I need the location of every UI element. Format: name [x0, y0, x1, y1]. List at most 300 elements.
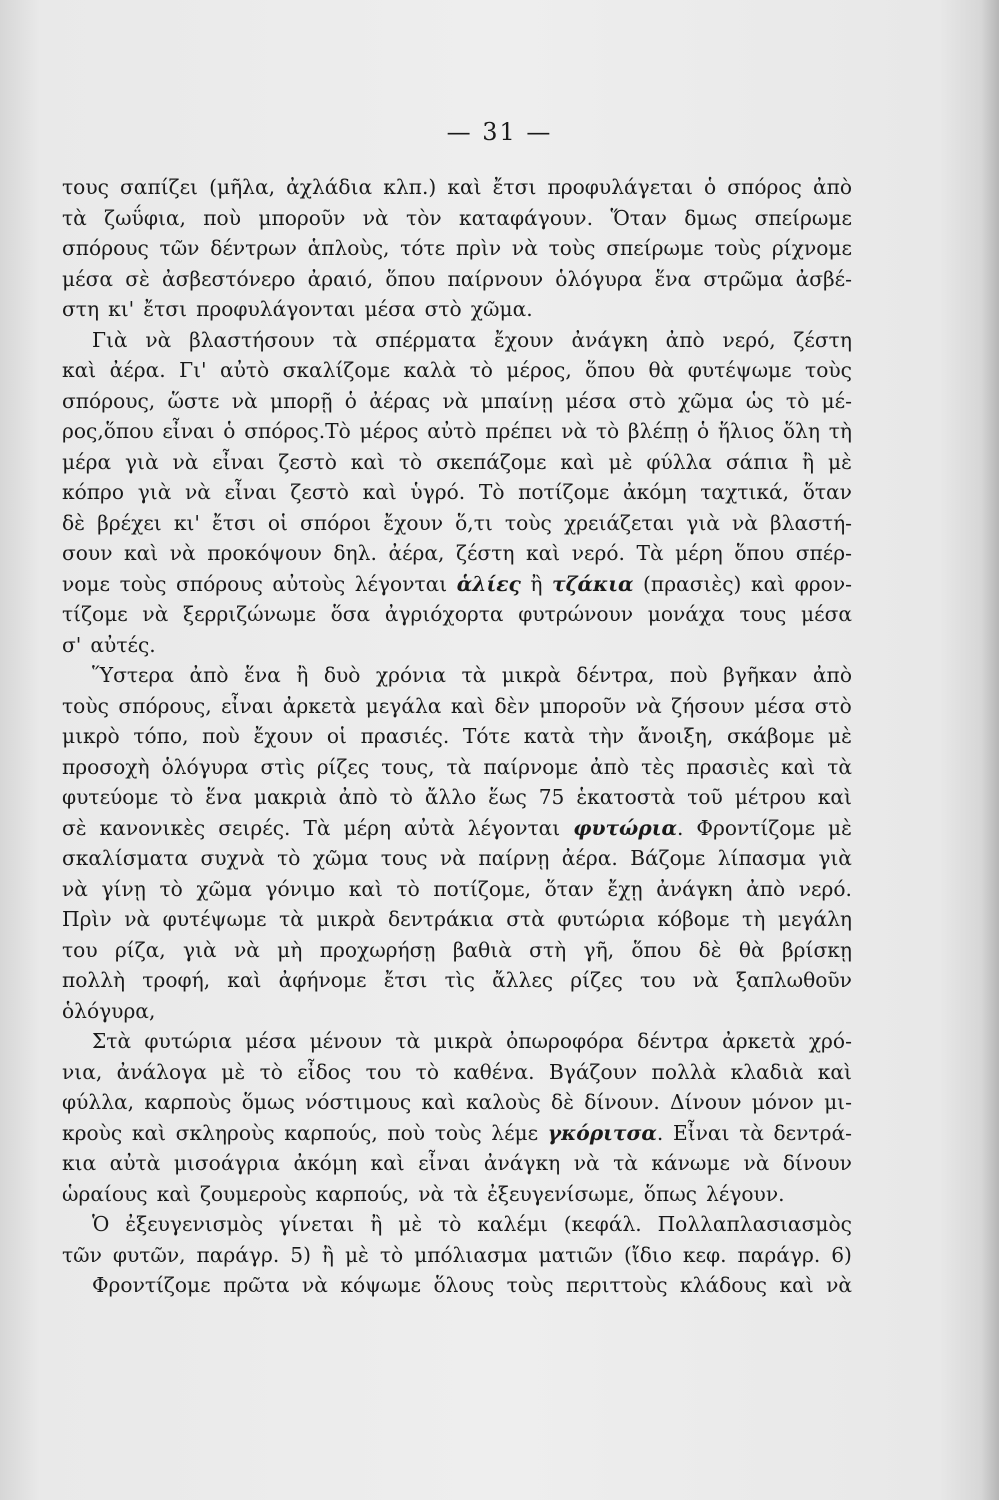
word: ποτίζομε, — [433, 876, 531, 901]
word: συχνὰ — [200, 846, 265, 870]
word: τὴ — [742, 907, 766, 931]
word: μένουν — [309, 1029, 383, 1053]
word: κλπ.) — [383, 175, 437, 199]
word: λέμε — [491, 1120, 539, 1145]
text-line — [62, 1270, 852, 1301]
word: γιὰ — [137, 480, 172, 504]
text-line — [62, 630, 852, 661]
word: ὡραίους — [62, 1181, 148, 1206]
word: ἢ — [296, 663, 309, 687]
word: φυτεύομε — [62, 785, 159, 809]
word: ὀπωροφόρα — [506, 1029, 624, 1053]
word: γῆ, — [583, 937, 615, 962]
word: τὰ — [446, 754, 472, 779]
word: νομε — [62, 571, 111, 596]
word: τὰ — [332, 327, 358, 352]
word: ἄλλες — [492, 968, 554, 992]
word: μισοάγρια — [173, 1151, 280, 1175]
word: ἀνάγκη — [483, 1151, 561, 1175]
text-line — [62, 203, 852, 234]
word: αὐτὰ — [404, 815, 455, 840]
word: ὁλόγυρα, — [62, 998, 156, 1023]
word: ἀσβεστόνερο — [162, 266, 296, 291]
word: πρέπει — [485, 419, 553, 443]
word: ἄνοιξη, — [637, 724, 714, 748]
word: ἔχουν — [493, 327, 554, 352]
word: ὁ — [704, 175, 717, 199]
word: νόστιμους — [305, 1090, 412, 1114]
word: Τὰ — [303, 815, 331, 840]
word: ὅπου — [631, 937, 682, 962]
word: καὶ — [370, 1151, 405, 1175]
word: ρίχνομε — [771, 236, 852, 260]
word: ὅ,τι — [455, 510, 493, 535]
word: ὥστε — [167, 388, 220, 413]
word: ἀκόμη — [293, 1151, 358, 1175]
word: ὅπου — [585, 358, 636, 382]
word: δηλ. — [333, 541, 377, 565]
word: εἶναι — [418, 1151, 471, 1175]
word: καὶ — [362, 480, 397, 504]
word: δέντρα, — [576, 663, 655, 687]
text-line — [62, 782, 852, 813]
word: ὅλους — [433, 1273, 495, 1297]
word: ὅπως — [643, 1181, 697, 1206]
word: ἄλλο — [424, 785, 477, 809]
text-line — [62, 294, 852, 325]
word: νὰ — [142, 602, 169, 626]
word: νὰ — [233, 937, 260, 962]
word: εἶδος — [297, 1059, 352, 1084]
word: εἶναι — [221, 693, 274, 718]
word: αὐτοὺς — [272, 571, 346, 596]
word: καὶ — [560, 449, 595, 474]
word: ἀφήνομε — [278, 968, 367, 992]
word: γιὰ — [686, 510, 720, 535]
word: Τὸ — [478, 480, 505, 504]
word: τὰ — [62, 205, 87, 230]
word: νὰ — [185, 480, 211, 504]
word: τοῦ — [687, 785, 723, 809]
text-line — [62, 1118, 852, 1149]
word: ζωΰφια, — [104, 205, 186, 230]
word: ἢ — [801, 449, 815, 474]
word: τους — [739, 602, 787, 626]
word: ὅταν — [802, 480, 852, 504]
word: μικρὰ — [316, 907, 376, 931]
word: νὰ — [418, 1181, 445, 1206]
word: χῶμα — [196, 876, 252, 901]
word: ὁλόγυρα — [555, 266, 643, 291]
word: τὸ — [169, 785, 194, 809]
word: Γιὰ — [92, 327, 128, 352]
word: τὰ — [453, 1181, 478, 1206]
word: νὰ — [732, 510, 758, 535]
word: πολλὴ — [62, 968, 126, 992]
word: πολλὰ — [651, 1059, 717, 1084]
text-line — [62, 1026, 852, 1057]
word: ἕνα — [205, 785, 242, 809]
word: καὶ — [526, 541, 561, 565]
word: ρος,ὅπου — [62, 419, 154, 443]
word: δὲ — [62, 510, 85, 535]
word: του — [365, 1059, 402, 1084]
word: μέρη — [675, 541, 723, 565]
text-line — [62, 904, 852, 935]
word: εἶναι — [212, 449, 265, 474]
word: καλέμι — [477, 1212, 548, 1236]
word: ὅπου — [734, 541, 785, 565]
word: σ' — [62, 632, 82, 657]
word: Βάζομε — [630, 846, 706, 870]
word: μέσα — [754, 693, 806, 718]
word: σπόρους — [176, 571, 263, 596]
word: τὸ — [389, 785, 413, 809]
text-line — [62, 935, 852, 966]
word: τόπο, — [133, 724, 189, 748]
word: στὸ — [814, 693, 852, 718]
word: ἢ — [321, 1242, 334, 1267]
word: κια — [62, 1151, 97, 1175]
word: τὸ — [277, 846, 301, 870]
word: μὲ — [828, 815, 852, 840]
word: τοὺς — [119, 571, 167, 596]
text-line — [62, 599, 852, 630]
word: τὸ — [259, 1059, 283, 1084]
word: σπόρους, — [118, 693, 212, 718]
word: 6) — [831, 1242, 852, 1267]
text-line — [62, 1087, 852, 1118]
word: ἕνα — [654, 266, 692, 291]
word: ἔτσι — [212, 510, 256, 535]
word: μέσα — [565, 388, 617, 413]
word: ἔχῃ — [607, 876, 643, 901]
word: Ὕστερα — [92, 663, 174, 687]
word: καὶ — [348, 876, 383, 901]
text-line — [62, 264, 852, 295]
word: Δίνουν — [670, 1090, 742, 1114]
word: Βγάζουν — [548, 1059, 638, 1084]
word: σπείρωμε — [754, 205, 852, 230]
text-line — [62, 172, 852, 203]
word: δίνουν — [782, 1151, 852, 1175]
word: δίνουν. — [584, 1090, 660, 1114]
word: μέτρου — [734, 785, 806, 809]
word: γίνεται — [278, 1212, 355, 1236]
word: μέσα — [801, 602, 852, 626]
word: σκαλίζομε — [282, 358, 391, 382]
word: τους, — [381, 754, 435, 779]
word: καὶ — [62, 358, 97, 382]
word: νὰ — [442, 388, 469, 413]
word: τὸ — [469, 358, 493, 382]
word: τίζομε — [62, 602, 128, 626]
word: νὰ — [635, 693, 662, 718]
word: ποὺ — [202, 724, 240, 748]
word: παράγρ. — [737, 1242, 821, 1267]
text-line — [62, 477, 852, 508]
word: βλαστήσουν — [189, 327, 315, 352]
word: παίρνῃ — [478, 846, 550, 870]
word: νὰ — [124, 907, 151, 931]
word: σκληροὺς — [175, 1120, 275, 1145]
word: γιὰ — [818, 846, 852, 870]
word: ζέστη — [793, 327, 852, 352]
text-line — [62, 874, 852, 905]
word: Στὰ — [92, 1029, 132, 1053]
word: κι' — [173, 510, 200, 535]
text-line — [62, 325, 852, 356]
word: φρον- — [794, 571, 852, 596]
word: νὰ — [561, 419, 588, 443]
word: τὰ — [461, 663, 487, 687]
text-line — [62, 1240, 852, 1271]
word: γίνῃ — [101, 876, 146, 901]
word: μεγάλη — [777, 907, 852, 931]
word: καρπούς, — [284, 1120, 378, 1145]
word: μέρα — [62, 449, 112, 474]
word: τοὺς — [506, 1273, 554, 1297]
word: φυτέψωμε — [162, 907, 267, 931]
word: ἕνα — [244, 663, 281, 687]
word: βρέχει — [97, 510, 162, 535]
word: ὁ — [344, 388, 357, 413]
word: αὐτὰ — [109, 1151, 161, 1175]
word: σειρές. — [218, 815, 291, 840]
word: ἀπὸ — [338, 785, 378, 809]
word: προκόψουν — [207, 541, 322, 565]
word: ὑγρό. — [410, 480, 466, 504]
word: μονάχα — [647, 602, 725, 626]
word: πρασιὲς — [686, 754, 770, 779]
word: τὸ — [438, 1212, 462, 1236]
word: νερό. — [798, 876, 852, 901]
word: τὶς — [444, 968, 475, 992]
word: νὰ — [743, 1151, 770, 1175]
word: μόνον — [751, 1090, 814, 1114]
word: νερό. — [571, 541, 625, 565]
word: Τότε — [462, 724, 511, 748]
word: μποροῦν — [539, 693, 627, 718]
word: σπόρος.Τὸ — [244, 419, 351, 443]
text-line — [62, 386, 852, 417]
word: (μῆλα, — [209, 175, 276, 199]
word: ὁ — [696, 419, 710, 443]
word: ταχτικά, — [700, 480, 790, 504]
word: σπόρος — [727, 175, 802, 199]
word: τζάκια — [551, 571, 634, 596]
word: νὰ — [362, 205, 389, 230]
word: δὲν — [494, 693, 530, 718]
word: χῶμα — [312, 846, 369, 870]
text-line — [62, 843, 852, 874]
word: κι' — [108, 297, 135, 321]
word: βγῆκαν — [723, 663, 798, 687]
word: φυτώρια — [144, 1029, 232, 1053]
word: εἶναι — [162, 419, 215, 443]
word: Πρὶν — [62, 907, 112, 931]
word: ζεστὸ — [290, 480, 349, 504]
text-line — [62, 1179, 852, 1210]
word: δμως — [684, 205, 738, 230]
word: χρόνια — [375, 663, 446, 687]
text-line — [62, 1057, 852, 1088]
word: σπόροι — [300, 510, 372, 535]
word: λέγουν. — [706, 1181, 785, 1206]
word: τὴ — [828, 419, 852, 443]
word: τῶν — [62, 1242, 102, 1267]
word: καὶ — [131, 1120, 167, 1145]
word: σπόρους, — [62, 388, 156, 413]
word: σουν — [62, 541, 113, 565]
word: ζέστη — [456, 541, 515, 565]
word: μπορῇ — [269, 388, 333, 413]
word: βαθιὰ — [452, 937, 512, 962]
word: τὸ — [595, 419, 620, 443]
word: σπέρ- — [795, 541, 852, 565]
word: στὰ — [506, 907, 545, 931]
word: ἀκόμη — [622, 480, 687, 504]
word: καρπούς, — [315, 1181, 410, 1206]
word: δὲ — [698, 937, 722, 962]
word: βρίσκῃ — [782, 937, 852, 962]
word: μέσα — [364, 297, 416, 321]
word: νὰ — [62, 876, 88, 901]
word: περιττοὺς — [565, 1273, 668, 1297]
word: στὸ — [628, 388, 666, 413]
word: νὰ — [145, 327, 172, 352]
word: ἔτσι — [492, 175, 537, 199]
word: μπαίνῃ — [480, 388, 553, 413]
word: Πολλαπλασιασμὸς — [657, 1212, 852, 1236]
word: μέ- — [821, 388, 852, 413]
word: ζεστὸ — [278, 449, 337, 474]
word: νερό, — [722, 327, 776, 352]
word: μέσα — [62, 266, 113, 291]
word: τους — [380, 846, 428, 870]
word: πρὶν — [455, 236, 502, 260]
word: Τὰ — [636, 541, 664, 565]
word: ἔχουν — [253, 724, 314, 748]
word: κλάδους — [680, 1273, 767, 1297]
word: ἁπλοὺς, — [307, 236, 390, 260]
word: ἑκατοστὰ — [576, 785, 676, 809]
word: δέντρα — [637, 1029, 709, 1053]
word: λέγονται — [354, 571, 448, 596]
word: μικρὰ — [433, 1029, 493, 1053]
word: καλὰ — [403, 358, 457, 382]
word: τὸ — [785, 388, 810, 413]
word: ὅταν — [544, 876, 594, 901]
word: καταφάγουν. — [458, 205, 593, 230]
word: μὲ — [828, 724, 852, 748]
word: δεντράκια — [388, 907, 494, 931]
word: παράγρ. — [196, 1242, 280, 1267]
word: φυτρώνουν — [518, 602, 634, 626]
word: μπόλιασμα — [414, 1242, 528, 1267]
word: νὰ — [511, 236, 538, 260]
page-number: — 31 — — [446, 118, 553, 146]
word: μὲ — [344, 1242, 369, 1267]
word: ἢ — [370, 1212, 383, 1236]
word: ἀχλάδια — [286, 175, 373, 199]
word: ὁ — [223, 419, 236, 443]
word: καὶ — [156, 1181, 191, 1206]
word: ἀραιό, — [307, 266, 374, 291]
word: θὰ — [648, 358, 675, 382]
word: κόβομε — [657, 907, 730, 931]
word: νια, — [62, 1059, 103, 1084]
word: τὸ — [379, 1242, 404, 1267]
word: τὲς — [641, 754, 675, 779]
word: ἔχουν — [383, 510, 444, 535]
word: ἀέρα. — [109, 358, 166, 382]
word: καὶ — [450, 693, 486, 718]
word: νὰ — [172, 449, 199, 474]
text-line — [62, 660, 852, 691]
word: καὶ — [421, 1090, 456, 1114]
word: ξερριζώνωμε — [182, 602, 316, 626]
word: νὰ — [826, 1273, 852, 1297]
word: ἐξευγενισμὸς — [125, 1212, 264, 1236]
word: ἀπὸ — [812, 663, 852, 687]
word: στὸ — [424, 297, 462, 321]
word: τότε — [400, 236, 446, 260]
word: (κεφάλ. — [563, 1212, 642, 1236]
word: μὲ — [221, 1059, 246, 1084]
word: μὴ — [277, 937, 303, 962]
word: σὲ — [125, 266, 150, 291]
word: ἀέρας — [369, 388, 431, 413]
word: φυτώρια — [557, 907, 645, 931]
word: ἀπὸ — [590, 754, 630, 779]
word: στη — [62, 297, 100, 321]
word: καρποὺς — [144, 1090, 232, 1114]
word: τὸν — [406, 205, 442, 230]
text-line — [62, 1148, 852, 1179]
word: ξαπλωθοῦν — [735, 968, 852, 992]
word: τοὺς — [805, 358, 852, 382]
word: ὅλη — [782, 419, 820, 443]
word: ἀρκετὰ — [722, 1029, 796, 1053]
word: δὲ — [551, 1090, 575, 1114]
word: του — [639, 968, 676, 992]
text-line — [62, 538, 852, 569]
word: σπείρωμε — [606, 236, 704, 260]
word: μὲ — [827, 449, 852, 474]
word: (ἴδιο — [623, 1242, 672, 1267]
word: ἀνάγκη — [571, 327, 648, 352]
word: νὰ — [573, 1151, 600, 1175]
word: κόψωμε — [340, 1273, 421, 1297]
text-line — [62, 813, 852, 844]
word: ποτίζομε — [518, 480, 610, 504]
word: μὲ — [398, 1212, 423, 1236]
word: μέρος, — [506, 358, 572, 382]
word: τὰ — [739, 1120, 764, 1145]
text-line — [62, 1209, 852, 1240]
word: μέσα — [245, 1029, 297, 1053]
word: φύλλα — [646, 449, 712, 474]
word: σαπίζει — [120, 175, 198, 199]
word: γιὰ — [124, 449, 159, 474]
word: 5) — [290, 1242, 311, 1267]
text-line — [62, 965, 852, 996]
word: νὰ — [692, 968, 719, 992]
word: σπέρματα — [375, 327, 477, 352]
text-line — [62, 691, 852, 722]
word: ρίζες — [316, 754, 370, 779]
